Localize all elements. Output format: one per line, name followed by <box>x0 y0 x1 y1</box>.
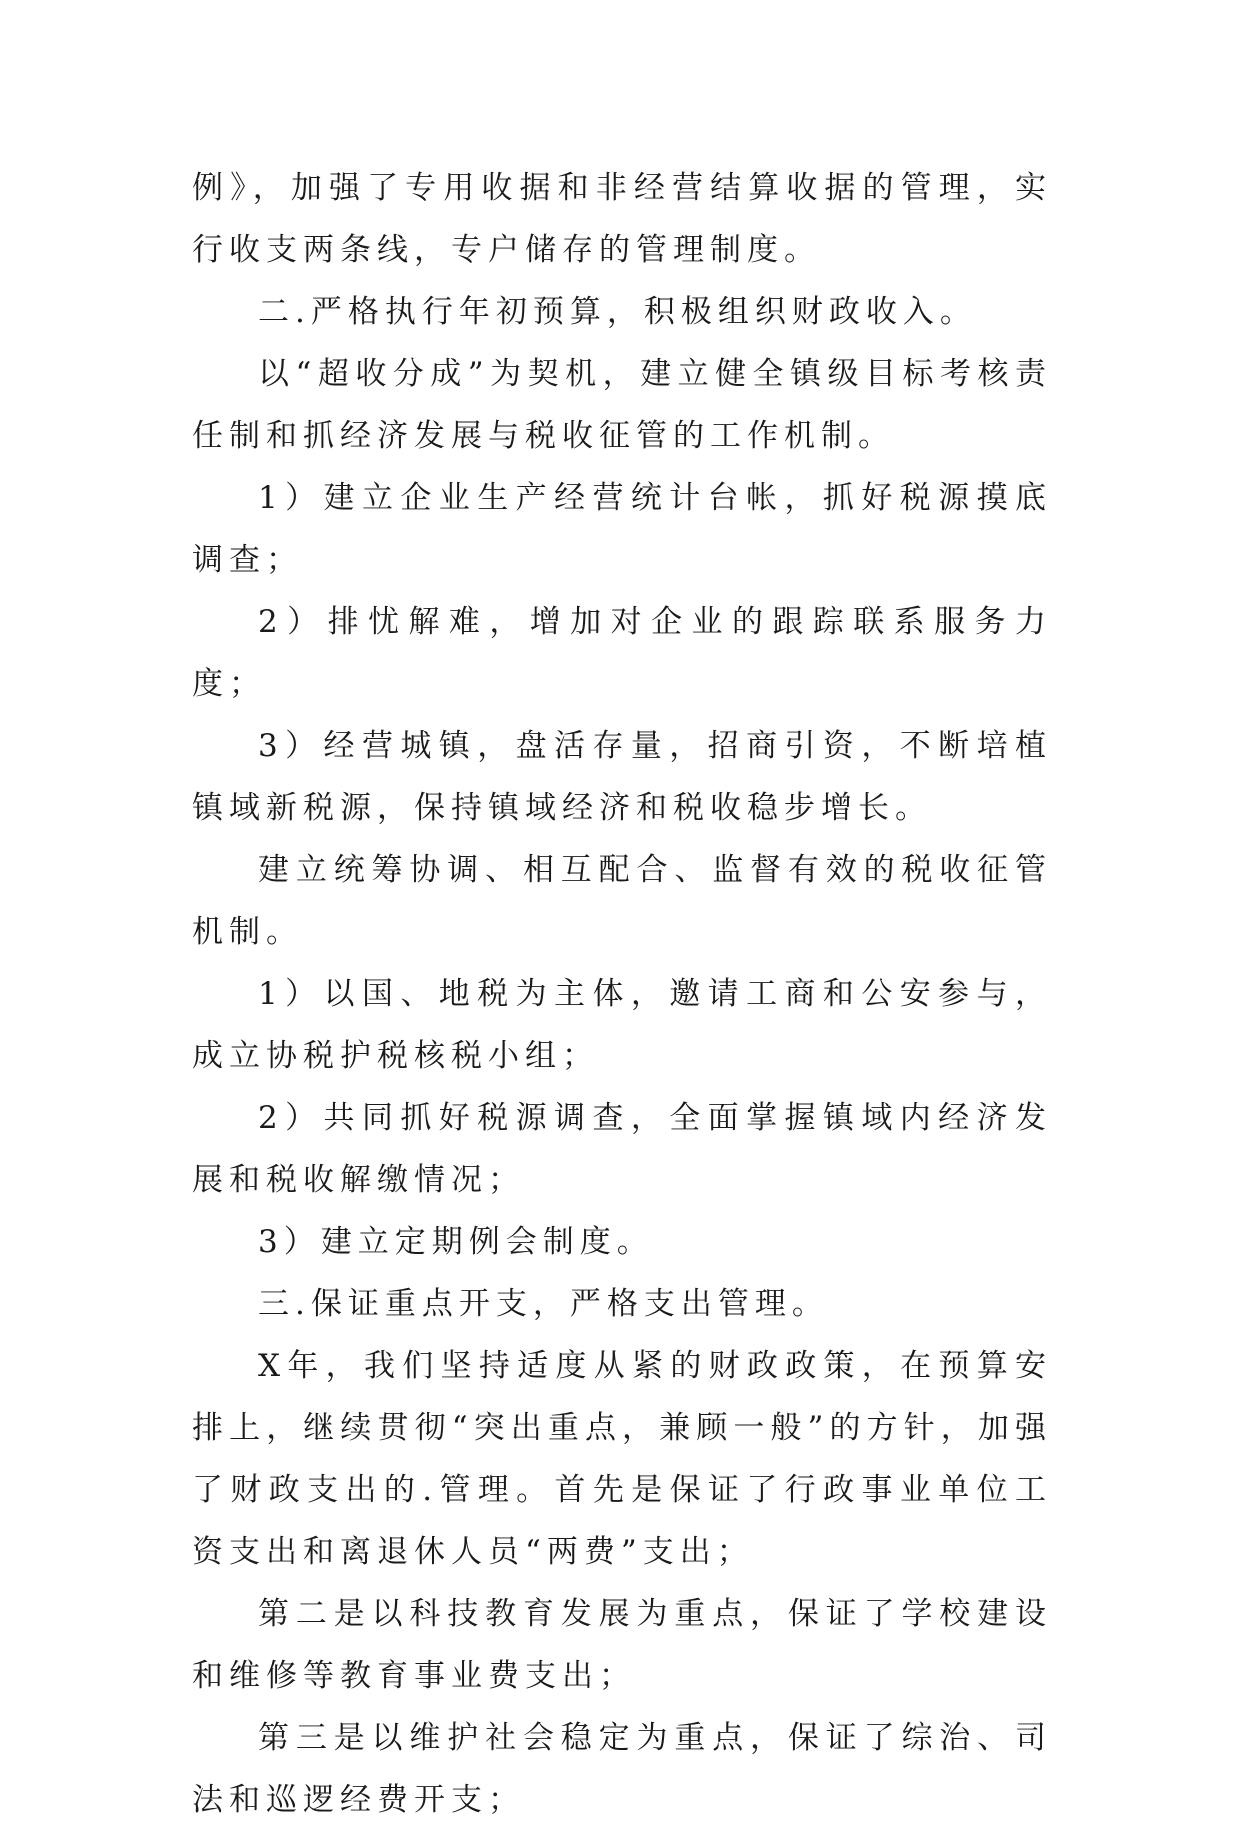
paragraph: 以“超收分成”为契机，建立健全镇级目标考核责任制和抓经济发展与税收征管的工作机制。 <box>192 356 1052 454</box>
paragraph: X年，我们坚持适度从紧的财政政策，在预算安排上，继续贯彻“突出重点，兼顾一般”的方针，加强了财政支出的.管理。首先是保证了行政事业单位工资支出和离退休人员“两费”支出； <box>192 1348 1052 1570</box>
list-item: 2）共同抓好税源调查，全面掌握镇域内经济发展和税收解缴情况； <box>192 1100 1052 1198</box>
list-item: 1）以国、地税为主体，邀请工商和公安参与，成立协税护税核税小组； <box>192 976 1052 1074</box>
list-item: 3）建立定期例会制度。 <box>258 1224 654 1260</box>
section-heading: 二.严格执行年初预算，积极组织财政收入。 <box>258 294 977 330</box>
paragraph: 第二是以科技教育发展为重点，保证了学校建设和维修等教育事业费支出； <box>192 1596 1052 1694</box>
list-item: 3）经营城镇，盘活存量，招商引资，不断培植镇域新税源，保持镇域经济和税收稳步增长。 <box>192 728 1052 826</box>
document-body <box>192 157 1052 1831</box>
list-item: 2）排忧解难，增加对企业的跟踪联系服务力度； <box>192 604 1052 702</box>
list-item: 1）建立企业生产经营统计台帐，抓好税源摸底调查； <box>192 480 1052 578</box>
section-heading: 三.保证重点开支，严格支出管理。 <box>258 1286 829 1322</box>
paragraph: 第三是以维护社会稳定为重点，保证了综治、司法和巡逻经费开支； <box>192 1720 1052 1818</box>
paragraph: 建立统筹协调、相互配合、监督有效的税收征管机制。 <box>192 852 1052 950</box>
paragraph: 例》，加强了专用收据和非经营结算收据的管理，实行收支两条线，专户储存的管理制度。 <box>192 170 1052 268</box>
